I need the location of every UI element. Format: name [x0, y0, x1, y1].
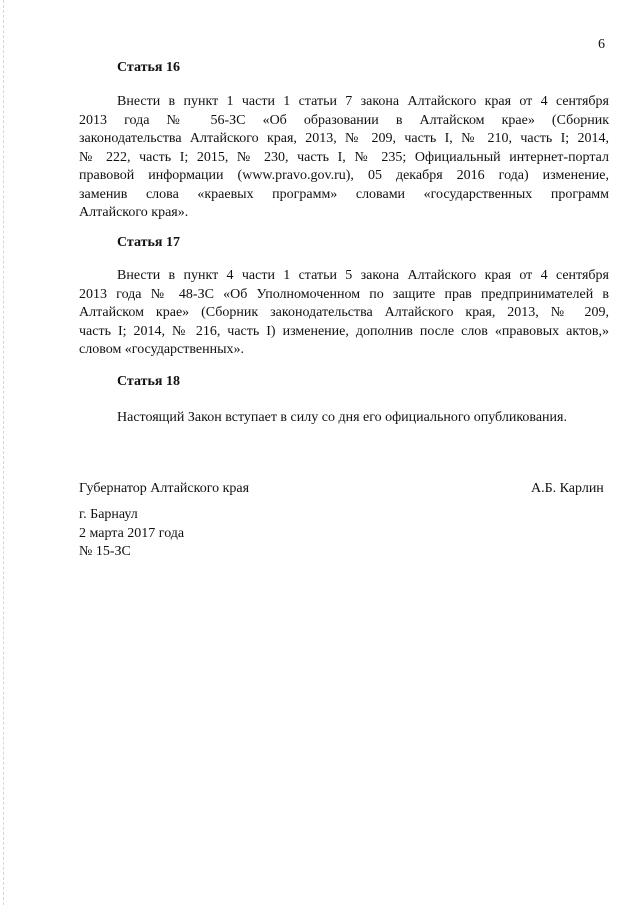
article-17-line: Внести в пункт 4 части 1 статьи 5 закона Алтайского края от 4 сентября — [117, 268, 609, 283]
article-16-body — [79, 93, 609, 223]
article-18-heading: Статья 18 — [117, 374, 180, 389]
page-number: 6 — [598, 37, 605, 52]
article-18-body — [79, 409, 609, 428]
meta-city: г. Барнаул — [79, 507, 138, 522]
meta-date: 2 марта 2017 года — [79, 525, 185, 541]
article-16-line: Алтайского края». — [79, 205, 189, 220]
article-17-line: Алтайском крае» (Сборник законодательства Алтайского края, 2013, № 209, — [79, 305, 609, 320]
article-17-line: словом «государственных». — [79, 342, 244, 357]
article-17-line: 2013 года № 48-ЗС «Об Уполномоченном по защите прав предпринимателей в — [79, 286, 609, 302]
article-16-line: заменив слова «краевых программ» словами «государственных программ — [79, 186, 609, 202]
article-16-line: 2013 года № 56-ЗС «Об образовании в Алтайском крае» (Сборник — [79, 112, 609, 128]
meta-number: № 15-ЗС — [79, 544, 131, 559]
article-17-heading: Статья 17 — [117, 235, 180, 250]
article-16-line: правовой информации (www.pravo.gov.ru), 05 декабря 2016 года) изменение, — [79, 168, 609, 183]
article-16-heading: Статья 16 — [117, 60, 180, 75]
article-16-line: № 222, часть I; 2015, № 230, часть I, № 235; Официальный интернет-портал — [79, 149, 609, 165]
scan-edge — [3, 0, 4, 905]
article-16-line: законодательства Алтайского края, 2013, № 209, часть I, № 210, часть I; 2014, — [79, 131, 609, 146]
article-17-line: часть I; 2014, № 216, часть I) изменение, дополнив после слов «правовых актов,» — [79, 323, 609, 339]
article-16-line: Внести в пункт 1 части 1 статьи 7 закона Алтайского края от 4 сентября — [117, 94, 609, 109]
signature-title: Губернатор Алтайского края — [79, 481, 250, 496]
signature-name: А.Б. Карлин — [531, 481, 604, 496]
law-meta — [79, 506, 184, 562]
article-17-body — [79, 267, 609, 360]
article-18-line: Настоящий Закон вступает в силу со дня его официального опубликования. — [117, 410, 567, 425]
